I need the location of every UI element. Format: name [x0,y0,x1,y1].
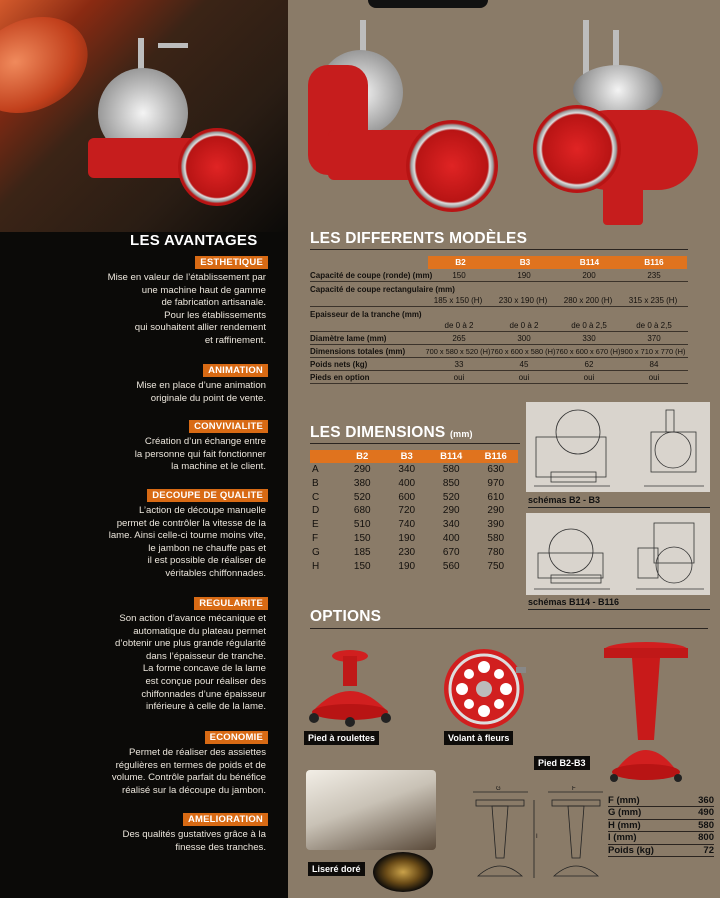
models-row-label-text: Pieds en option [310,373,370,382]
dimensions-cell: 580 [442,464,460,475]
dimensions-key: A [312,464,319,475]
models-cell: oui [583,373,595,382]
models-cell: 280 x 200 (H) [563,296,613,305]
dimensions-cell: 150 [353,560,371,572]
dimensions-title-rule [310,443,520,444]
section-text-line: Mise en place d’une animation [136,380,266,391]
models-row [310,319,688,332]
section-text-line: d’obtenir une plus grande régularité [115,638,266,650]
pied-roulettes-label: Pied à roulettes [304,731,379,745]
models-cell: oui [648,373,660,382]
models-cell: 190 [517,271,531,280]
pied-spec-label: Poids (kg) [608,844,654,856]
schema-b2-b3-drawing [526,402,710,492]
dimensions-row [310,518,518,532]
dimensions-cell: 720 [398,505,416,517]
pied-spec-row [608,832,714,844]
models-cell: 760 x 600 x 670 (H) [555,347,621,356]
models-cell: 330 [582,334,596,343]
models-cell: 900 x 710 x 770 (H) [620,347,686,356]
pied-b2-b3-image [596,640,696,785]
section-text-line: dans l’épaisseur de tranche. [146,650,266,662]
section-text-line: réalisé sur la découpe du jambon. [122,784,266,796]
section-text [76,829,266,854]
dimensions-cell: 190 [398,560,416,572]
pied-spec-row [608,795,714,807]
models-header-cell: B3 [493,256,558,269]
dimensions-cell: 750 [487,560,505,572]
models-cell: de 0 à 2 [444,321,474,330]
dimensions-row [310,463,518,477]
section-text-line: chiffonnades d’une épaisseur [141,688,266,700]
section-text-line: volume. Contrôle parfait du bénéfice [111,772,266,784]
section-text-line: régulières en termes de poids et de [115,759,266,771]
pied-spec-value: 360 [698,795,714,806]
section-text-line: la machine et le client. [171,461,266,473]
section-title-economie: ECONOMIE [205,731,268,744]
section-title-animation: ANIMATION [203,364,268,377]
models-row [310,371,688,384]
section-text-line: le jambon ne chauffe pas et [148,542,266,554]
dimensions-row [310,532,518,546]
models-table [310,256,688,384]
models-row-label-text: Dimensions totales (mm) [310,347,406,356]
pied-specs-table [608,795,714,857]
section-text-line: Pour les établissements [164,309,266,321]
dimensions-key: G [312,546,320,558]
advantages-column [0,0,288,898]
models-title: LES DIFFERENTS MODÈLES [310,230,528,247]
models-row-label-text: Diamètre lame (mm) [310,334,387,343]
models-header-row [310,256,688,269]
pied-technical-drawing [468,786,608,886]
models-row-label-text: Epaisseur de la tranche (mm) [310,310,422,319]
svg-text:F: F [572,786,576,792]
dimensions-header-cell: B2 [356,451,369,462]
section-text-line: véritables chiffonnades. [165,567,266,579]
dimensions-key: C [312,491,320,503]
section-text [76,613,266,714]
dimensions-cell: 340 [398,464,416,475]
dimensions-cell: 740 [398,519,416,531]
pied-spec-label: F (mm) [608,795,640,806]
dimensions-cell: 520 [442,491,460,503]
models-cell: 62 [584,360,594,369]
section-text-line: Des qualités gustatives grâce à la [122,829,266,840]
models-cell: 315 x 235 (H) [628,296,678,305]
dimensions-row [310,560,518,574]
dimensions-table [310,450,518,573]
models-cell: 370 [647,334,661,343]
models-row-label-text: Poids nets (kg) [310,360,368,369]
dimensions-key: B [312,477,319,489]
section-title-amelioration: AMELIORATION [183,813,268,826]
top-notch [368,0,488,8]
dimensions-cell: 185 [353,546,371,558]
dimensions-header-cell: B3 [400,451,413,462]
section-text [76,747,266,797]
advantages-heading: LES AVANTAGES [130,232,258,249]
dimensions-cell: 190 [398,532,416,544]
schema-b2-b3-rule [528,507,710,508]
models-cell: 84 [649,360,659,369]
models-row-label-text: Capacité de coupe rectangulaire (mm) [310,285,455,294]
models-cell: 235 [647,271,661,280]
section-text-line: il est possible de réaliser de [147,555,266,567]
models-row [310,345,688,358]
section-text-line: Création d’un échange entre [144,436,266,447]
models-cell: 265 [452,334,466,343]
svg-text:G: G [496,786,501,792]
slicer-b114-image [308,20,488,215]
section-text-line: une machine haut de gamme [141,284,266,296]
models-photo [288,0,720,225]
models-row [310,332,688,345]
dimensions-cell: 850 [442,477,460,489]
dimensions-cell: 510 [353,519,371,531]
dimensions-key: D [312,505,320,517]
pied-spec-label: G (mm) [608,807,642,819]
dimensions-cell: 780 [487,546,505,558]
dimensions-row [310,491,518,505]
dimensions-cell: 150 [353,532,371,544]
pied-spec-value: 490 [698,807,714,819]
dimensions-cell: 290 [487,505,505,517]
dimensions-cell: 610 [487,491,505,503]
pied-spec-value: 800 [698,832,714,844]
dimensions-cell: 520 [353,491,371,503]
schema-b114-b116-caption: schémas B114 - B116 [528,597,620,607]
section-title-regularite: REGULARITE [194,597,268,610]
models-row-label [310,282,688,294]
models-cell: 230 x 190 (H) [498,296,548,305]
models-cell: 760 x 600 x 580 (H) [490,347,556,356]
schema-b114-b116-drawing [526,513,710,595]
dimensions-cell: 970 [487,477,505,489]
section-text-line: et raffinement. [204,334,266,346]
dimensions-cell: 680 [353,505,371,517]
slicer-image [78,38,278,218]
dimensions-cell: 290 [442,505,460,517]
dimensions-header-row [310,450,518,463]
dimensions-cell: 580 [487,532,505,544]
dimensions-cell: 380 [353,477,371,489]
models-row [310,294,688,307]
dimensions-cell: 560 [442,560,460,572]
models-cell: oui [453,373,465,382]
section-text-line: La forme concave de la lame [142,663,266,675]
dimensions-cell: 390 [487,519,505,531]
lisere-dore-label: Liseré doré [308,862,365,876]
dimensions-cell: 290 [353,464,371,475]
models-title-rule [310,249,688,250]
section-text-line: est conçue pour réaliser des [145,675,266,687]
section-text-line: automatique du plateau permet [133,625,266,637]
section-text [76,272,266,348]
options-title-rule [310,628,708,629]
models-row [310,269,688,282]
options-title: OPTIONS [310,608,382,625]
dimensions-title: LES DIMENSIONS (mm) [310,424,473,441]
models-cell: de 0 à 2,5 [571,321,607,330]
models-cell: 300 [517,334,531,343]
dimensions-cell: 340 [442,519,460,531]
pied-spec-row [608,807,714,819]
schema-b2-b3-caption: schémas B2 - B3 [528,495,601,505]
dimensions-row [310,477,518,491]
section-title-convivialite: CONVIVIALITE [189,420,268,433]
dimensions-key: H [312,560,320,572]
dimensions-key: F [312,532,319,544]
pied-spec-value: 580 [698,819,714,831]
section-text [76,505,266,581]
section-text [76,380,266,405]
pied-spec-row [608,820,714,832]
section-text-line: originale du point de vente. [150,392,266,404]
models-row-label-text: Capacité de coupe (ronde) (mm) [310,271,433,280]
section-text [76,436,266,474]
models-cell: 150 [452,271,466,280]
lisere-dore-detail [373,852,433,892]
section-text-line: permet de contrôler la vitesse de la [116,517,266,529]
pied-b2-b3-label: Pied B2-B3 [534,756,590,770]
models-row-label [310,307,688,319]
section-title-decoupe-de-qualite: DECOUPE DE QUALITE [147,489,268,502]
models-cell: 33 [454,360,464,369]
section-text-line: Son action d’avance mécanique et [119,613,266,624]
section-text-line: de fabrication artisanale. [161,297,266,309]
dimensions-cell: 400 [442,532,460,544]
section-text-line: L’action de découpe manuelle [139,505,266,516]
slicer-b116-image [513,20,713,225]
dimensions-cell: 630 [487,464,505,475]
pied-spec-row [608,845,714,857]
pied-spec-label: H (mm) [608,819,641,831]
pied-roulettes-image [300,640,400,728]
models-cell: de 0 à 2,5 [636,321,672,330]
lisere-dore-image [306,770,436,850]
dimensions-header-cell: B116 [484,451,507,462]
models-cell: de 0 à 2 [509,321,539,330]
section-text-line: lame. Ainsi celle-ci tourne moins vite, [108,530,266,542]
models-row [310,358,688,371]
section-title-esthetique: ESTHETIQUE [195,256,268,269]
dimensions-header-cell: B114 [440,451,463,462]
models-cell: 45 [519,360,529,369]
pied-spec-value: 72 [703,844,714,856]
models-column [288,0,720,898]
models-cell: oui [518,373,530,382]
section-text-line: finesse des tranches. [175,841,266,853]
section-text-line: inférieure à celle de la lame. [146,701,266,713]
section-text-line: qui souhaitent allier rendement [134,322,266,334]
models-cell: 200 [582,271,596,280]
volant-fleurs-label: Volant à fleurs [444,731,513,745]
section-text-line: Mise en valeur de l’établissement par [107,272,266,283]
pied-spec-label: I (mm) [608,832,637,844]
svg-text:I: I [536,834,538,840]
dimensions-row [310,504,518,518]
dimensions-cell: 230 [398,546,416,558]
section-text-line: Permet de réaliser des assiettes [128,747,266,758]
section-text-line: la personne qui fait fonctionner [134,448,266,460]
dimensions-cell: 600 [398,491,416,503]
models-cell: 700 x 580 x 520 (H) [425,347,491,356]
hero-photo [0,0,288,232]
models-cell: 185 x 150 (H) [433,296,483,305]
models-header-cell: B116 [622,256,687,269]
dimensions-row [310,546,518,560]
volant-fleurs-image [440,645,528,733]
dimensions-cell: 400 [398,477,416,489]
models-header-cell: B114 [557,256,622,269]
dimensions-key: E [312,519,319,531]
dimensions-cell: 670 [442,546,460,558]
schema-b114-b116-rule [528,609,710,610]
models-header-cell: B2 [428,256,493,269]
